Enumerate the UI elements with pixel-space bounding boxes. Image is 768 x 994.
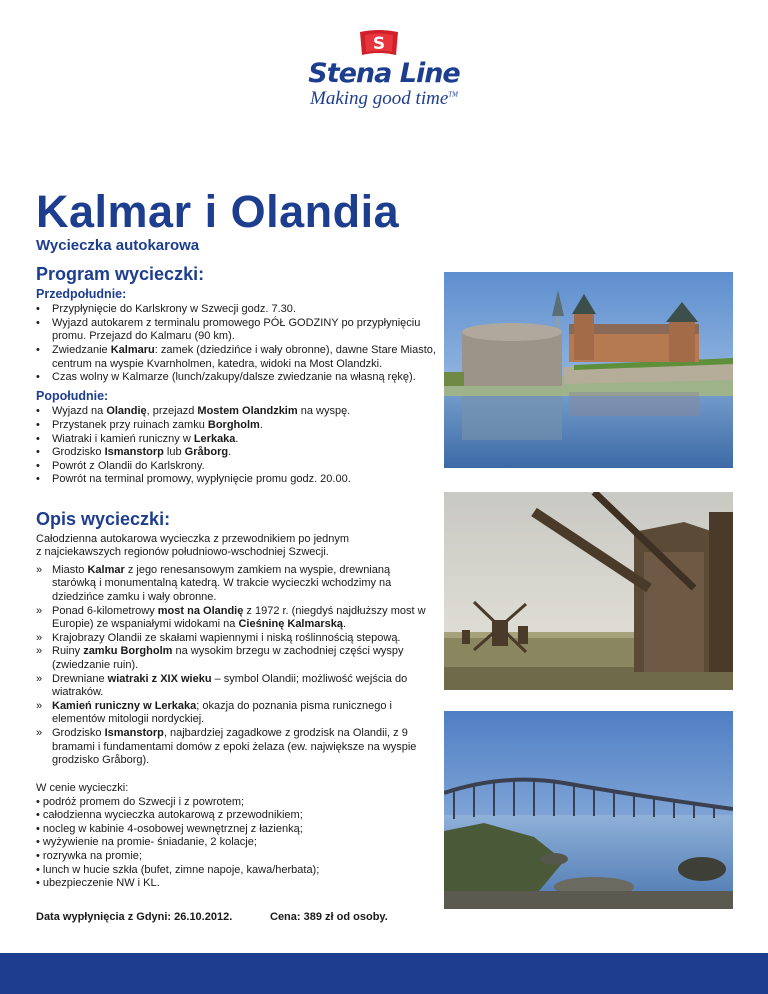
description-list <box>36 564 426 768</box>
flag-letter: S <box>372 34 386 54</box>
price: Cena: 389 zł od osoby. <box>270 911 388 923</box>
included-list <box>36 796 436 891</box>
included-section <box>36 782 436 891</box>
oland-bridge-image <box>444 711 733 909</box>
departure-date: Data wypłynięcia z Gdyni: 26.10.2012. <box>36 911 233 923</box>
program-section <box>36 264 436 487</box>
description-section <box>36 509 436 768</box>
windmills-photo <box>444 492 733 690</box>
list-item: • lunch w hucie szkła (bufet, zimne napoje, kawa/herbata); <box>36 863 320 876</box>
description-heading: Opis wycieczki: <box>36 509 171 529</box>
list-item: • podróż promem do Szwecji i z powrotem; <box>36 795 245 808</box>
list-item: • Przystanek przy ruinach zamku Borgholm. <box>36 419 436 433</box>
program-heading: Program wycieczki: <box>36 264 205 284</box>
list-item: • Wiatraki i kamień runiczny w Lerkaka. <box>36 433 436 447</box>
list-item: • ubezpieczenie NW i KL. <box>36 877 160 890</box>
list-item: • Grodzisko Ismanstorp lub Gråborg. <box>36 446 436 460</box>
list-item: » Ruiny zamku Borgholm na wysokim brzegu w zachodniej części wyspy (zwiedzanie ruin). <box>36 645 426 672</box>
list-item: • Powrót na terminal promowy, wypłynięcie promu godz. 20.00. <box>36 473 436 487</box>
included-heading: W cenie wycieczki: <box>36 782 129 794</box>
list-item: » Grodzisko Ismanstorp, najbardziej zagadkowe z grodzisk na Olandii, z 9 bramami i fundamentami domów z epoki żelaza (ew. największe na wyspie grodzisko Gråborg). <box>36 727 426 768</box>
list-item: • całodzienna wycieczka autokarową z przewodnikiem; <box>36 809 303 822</box>
stena-flag-icon <box>357 28 401 58</box>
list-item: • Powrót z Olandii do Karlskrony. <box>36 460 436 474</box>
list-item: • Wyjazd autokarem z terminalu promowego PÓŁ GODZINY po przypłynięciu promu. Przejazd do Kalmaru (90 km). <box>36 317 436 344</box>
brand-tagline: Making good time™ <box>310 88 458 109</box>
footer-bar <box>0 953 768 994</box>
page-title: Kalmar i Olandia <box>36 186 400 237</box>
oland-bridge-photo <box>444 711 733 909</box>
list-item: » Miasto Kalmar z jego renesansowym zamkiem na wyspie, drewnianą starówką i monumentalną katedrą. W trakcie wycieczki wchodzimy na dziedzińce zamku i wały obronne. <box>36 564 426 605</box>
morning-heading: Przedpołudnie: <box>36 286 127 301</box>
afternoon-heading: Popołudnie: <box>36 388 109 403</box>
list-item: » Ponad 6-kilometrowy most na Olandię z 1972 r. (niegdyś najdłuższy most w Europie) ze wspaniałymi widokami na Cieśninę Kalmarską. <box>36 605 426 632</box>
list-item: • nocleg w kabinie 4-osobowej wewnętrznej z łazienką; <box>36 822 303 835</box>
brand-name: Stena Line <box>308 58 460 89</box>
list-item: • Wyjazd na Olandię, przejazd Mostem Olandzkim na wyspę. <box>36 405 436 419</box>
list-item: » Krajobrazy Olandii ze skałami wapiennymi i niską roślinnością stepową. <box>36 632 426 646</box>
list-item: • Przypłynięcie do Karlskrony w Szwecji godz. 7.30. <box>36 303 436 317</box>
list-item: • rozrywka na promie; <box>36 849 142 862</box>
list-item: » Kamień runiczny w Lerkaka; okazja do poznania pisma runicznego i elementów mitologii nordyckiej. <box>36 700 426 727</box>
windmills-image <box>444 492 733 690</box>
list-item: • Czas wolny w Kalmarze (lunch/zakupy/dalsze zwiedzanie na własną rękę). <box>36 371 436 385</box>
page-subtitle: Wycieczka autokarowa <box>36 237 200 254</box>
kalmar-castle-photo <box>444 272 733 468</box>
afternoon-list <box>36 405 436 487</box>
list-item: • wyżywienie na promie- śniadanie, 2 kolacje; <box>36 836 257 849</box>
stena-line-logo <box>296 28 472 110</box>
list-item: » Drewniane wiatraki z XIX wieku – symbol Olandii; możliwość wejścia do wiatraków. <box>36 673 426 700</box>
morning-list <box>36 303 436 385</box>
description-intro: Całodzienna autokarowa wycieczka z przewodnikiem po jednym z najciekawszych regionów południowo-wschodniej Szwecji. <box>36 532 350 559</box>
kalmar-castle-image <box>444 272 733 468</box>
list-item: • Zwiedzanie Kalmaru: zamek (dziedzińce i wały obronne), dawne Stare Miasto, centrum na wyspie Kvarnholmen, katedra, widoki na Most Olandzki. <box>36 344 436 371</box>
